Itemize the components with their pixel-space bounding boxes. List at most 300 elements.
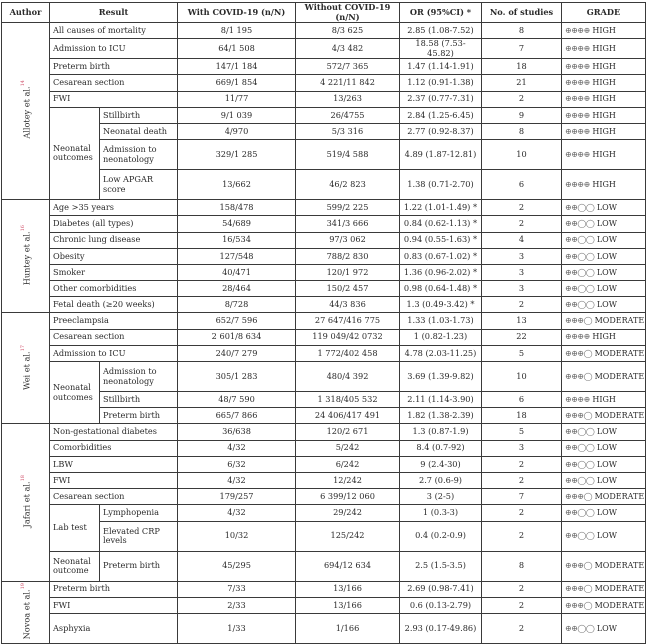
subgroup-label: Neonatal outcomes — [50, 362, 100, 424]
author-cell — [2, 424, 50, 581]
grade-symbols-icon: ⊕⊕◯◯ — [565, 219, 595, 229]
result-label: Chronic lung disease — [50, 232, 178, 248]
or-value: 0.4 (0.2-0.9) — [400, 521, 482, 551]
grade-symbols-icon: ⊕⊕⊕⊕ — [565, 25, 590, 35]
header-without-covid: Without COVID-19 (n/N) — [296, 3, 400, 23]
studies-count: 6 — [482, 170, 562, 200]
without-covid-value: 1 318/405 532 — [296, 392, 400, 408]
table-row — [2, 39, 646, 59]
studies-count: 22 — [482, 329, 562, 345]
result-label: Admission to ICU — [50, 39, 178, 59]
result-label: Smoker — [50, 264, 178, 280]
grade-label: LOW — [596, 202, 617, 212]
or-value: 1.47 (1.14-1.91) — [400, 59, 482, 75]
header-studies: No. of studies — [482, 3, 562, 23]
result-label: LBW — [50, 456, 178, 472]
with-covid-value: 2 601/8 634 — [178, 329, 296, 345]
table-row — [2, 248, 646, 264]
without-covid-value: 120/2 671 — [296, 424, 400, 440]
without-covid-value: 24 406/417 491 — [296, 408, 400, 424]
header-with-covid: With COVID-19 (n/N) — [178, 3, 296, 23]
grade-cell — [562, 521, 646, 551]
grade-cell — [562, 264, 646, 280]
without-covid-value: 6/242 — [296, 456, 400, 472]
reference-number: 18 — [19, 474, 26, 482]
without-covid-value: 120/1 972 — [296, 264, 400, 280]
result-label: FWI — [50, 472, 178, 488]
without-covid-value: 13/263 — [296, 91, 400, 107]
without-covid-value: 6 399/12 060 — [296, 489, 400, 505]
grade-cell — [562, 248, 646, 264]
grade-cell — [562, 313, 646, 329]
grade-symbols-icon: ⊕⊕◯◯ — [565, 251, 595, 261]
grade-cell — [562, 345, 646, 361]
without-covid-value: 519/4 588 — [296, 140, 400, 170]
result-label: Fetal death (≥20 weeks) — [50, 297, 178, 313]
without-covid-value: 4 221/11 842 — [296, 75, 400, 91]
table-row — [2, 107, 646, 123]
header-result: Result — [50, 3, 178, 23]
result-label: Stillbirth — [100, 392, 178, 408]
without-covid-value: 26/4755 — [296, 107, 400, 123]
table-row — [2, 91, 646, 107]
or-value: 1 (0.82-1.23) — [400, 329, 482, 345]
with-covid-value: 4/32 — [178, 472, 296, 488]
without-covid-value: 119 049/42 0732 — [296, 329, 400, 345]
studies-count: 5 — [482, 424, 562, 440]
studies-count: 2 — [482, 581, 562, 597]
or-value: 0.98 (0.64-1.48) * — [400, 281, 482, 297]
studies-count: 5 — [482, 345, 562, 361]
author-name: Wei et al. — [21, 351, 32, 390]
studies-count: 2 — [482, 456, 562, 472]
table-row — [2, 329, 646, 345]
grade-symbols-icon: ⊕⊕⊕◯ — [565, 600, 593, 610]
grade-cell — [562, 107, 646, 123]
without-covid-value: 8/3 625 — [296, 23, 400, 39]
studies-count: 2 — [482, 505, 562, 521]
with-covid-value: 6/32 — [178, 456, 296, 472]
table-row — [2, 456, 646, 472]
with-covid-value: 64/1 508 — [178, 39, 296, 59]
with-covid-value: 11/77 — [178, 91, 296, 107]
author-name: Novoa et al. — [21, 589, 32, 640]
with-covid-value: 8/1 195 — [178, 23, 296, 39]
grade-cell — [562, 91, 646, 107]
grade-symbols-icon: ⊕⊕◯◯ — [565, 531, 595, 541]
or-value: 1.33 (1.03-1.73) — [400, 313, 482, 329]
or-value: 1.38 (0.71-2.70) — [400, 170, 482, 200]
with-covid-value: 147/1 184 — [178, 59, 296, 75]
without-covid-value: 4/3 482 — [296, 39, 400, 59]
grade-symbols-icon: ⊕⊕⊕◯ — [565, 561, 593, 571]
result-label: Other comorbidities — [50, 281, 178, 297]
grade-symbols-icon: ⊕⊕◯◯ — [565, 300, 595, 310]
grade-symbols-icon: ⊕⊕⊕⊕ — [565, 126, 590, 136]
or-value: 4.89 (1.87-12.81) — [400, 140, 482, 170]
studies-count: 2 — [482, 521, 562, 551]
without-covid-value: 27 647/416 775 — [296, 313, 400, 329]
grade-symbols-icon: ⊕⊕◯◯ — [565, 508, 595, 518]
result-label: Cesarean section — [50, 329, 178, 345]
without-covid-value: 46/2 823 — [296, 170, 400, 200]
result-label: Preterm birth — [100, 551, 178, 581]
grade-label: LOW — [596, 283, 617, 293]
grade-cell — [562, 123, 646, 139]
with-covid-value: 158/478 — [178, 200, 296, 216]
table-row — [2, 281, 646, 297]
or-value: 1.12 (0.91-1.38) — [400, 75, 482, 91]
table-row — [2, 440, 646, 456]
table-row — [2, 597, 646, 613]
without-covid-value: 1/166 — [296, 613, 400, 643]
grade-symbols-icon: ⊕⊕⊕⊕ — [565, 332, 590, 342]
grade-label: LOW — [596, 251, 617, 261]
studies-count: 2 — [482, 91, 562, 107]
grade-label: MODERATE — [594, 411, 645, 421]
grade-cell — [562, 140, 646, 170]
studies-count: 13 — [482, 313, 562, 329]
studies-count: 4 — [482, 232, 562, 248]
grade-cell — [562, 170, 646, 200]
studies-count: 3 — [482, 264, 562, 280]
result-label: All causes of mortality — [50, 23, 178, 39]
grade-cell — [562, 489, 646, 505]
studies-count: 18 — [482, 408, 562, 424]
grade-label: LOW — [596, 267, 617, 277]
result-label: Admission to ICU — [50, 345, 178, 361]
without-covid-value: 694/12 634 — [296, 551, 400, 581]
table-row — [2, 216, 646, 232]
grade-symbols-icon: ⊕⊕⊕◯ — [565, 411, 593, 421]
grade-label: LOW — [596, 623, 617, 633]
reference-number: 14 — [19, 80, 26, 87]
subgroup-label: Neonatal outcome — [50, 551, 100, 581]
table-row — [2, 75, 646, 91]
grade-label: LOW — [596, 531, 617, 541]
grade-cell — [562, 297, 646, 313]
author-cell — [2, 200, 50, 313]
result-label: Elevated CRP levels — [100, 521, 178, 551]
studies-count: 2 — [482, 472, 562, 488]
without-covid-value: 97/3 062 — [296, 232, 400, 248]
grade-label: HIGH — [592, 94, 616, 104]
grade-cell — [562, 597, 646, 613]
with-covid-value: 13/662 — [178, 170, 296, 200]
grade-label: HIGH — [592, 149, 616, 159]
table-row — [2, 551, 646, 581]
grade-label: HIGH — [592, 179, 616, 189]
without-covid-value: 5/3 316 — [296, 123, 400, 139]
reference-number: 16 — [19, 224, 26, 232]
studies-count: 8 — [482, 23, 562, 39]
table-row — [2, 424, 646, 440]
grade-label: HIGH — [592, 394, 616, 404]
author-cell — [2, 23, 50, 200]
or-value: 2.7 (0.6-9) — [400, 472, 482, 488]
grade-symbols-icon: ⊕⊕◯◯ — [565, 267, 595, 277]
without-covid-value: 12/242 — [296, 472, 400, 488]
or-value: 3 (2-5) — [400, 489, 482, 505]
studies-count: 18 — [482, 59, 562, 75]
without-covid-value: 572/7 365 — [296, 59, 400, 75]
or-value: 1 (0.3-3) — [400, 505, 482, 521]
without-covid-value: 788/2 830 — [296, 248, 400, 264]
result-label: Cesarean section — [50, 75, 178, 91]
with-covid-value: 36/638 — [178, 424, 296, 440]
with-covid-value: 45/295 — [178, 551, 296, 581]
with-covid-value: 665/7 866 — [178, 408, 296, 424]
or-value: 0.6 (0.13-2.79) — [400, 597, 482, 613]
grade-label: MODERATE — [594, 600, 645, 610]
or-value: 1.36 (0.96-2.02) * — [400, 264, 482, 280]
without-covid-value: 150/2 457 — [296, 281, 400, 297]
grade-cell — [562, 39, 646, 59]
grade-label: HIGH — [592, 110, 616, 120]
result-label: FWI — [50, 91, 178, 107]
studies-count: 7 — [482, 39, 562, 59]
with-covid-value: 652/7 596 — [178, 313, 296, 329]
grade-symbols-icon: ⊕⊕◯◯ — [565, 475, 595, 485]
or-value: 2.5 (1.5-3.5) — [400, 551, 482, 581]
or-value: 2.11 (1.14-3.90) — [400, 392, 482, 408]
grade-cell — [562, 392, 646, 408]
with-covid-value: 4/32 — [178, 440, 296, 456]
grade-label: MODERATE — [594, 316, 645, 326]
table-row — [2, 59, 646, 75]
grade-label: LOW — [596, 300, 617, 310]
grade-label: LOW — [596, 427, 617, 437]
or-value: 2.37 (0.77-7.31) — [400, 91, 482, 107]
or-value: 0.94 (0.55-1.63) * — [400, 232, 482, 248]
author-cell — [2, 313, 50, 424]
studies-count: 10 — [482, 140, 562, 170]
grade-cell — [562, 551, 646, 581]
or-value: 4.78 (2.03-11.25) — [400, 345, 482, 361]
with-covid-value: 8/728 — [178, 297, 296, 313]
result-label: Preeclampsia — [50, 313, 178, 329]
grade-label: LOW — [596, 235, 617, 245]
grade-cell — [562, 505, 646, 521]
author-cell — [2, 581, 50, 643]
with-covid-value: 4/32 — [178, 505, 296, 521]
with-covid-value: 1/33 — [178, 613, 296, 643]
grade-symbols-icon: ⊕⊕⊕◯ — [565, 371, 593, 381]
with-covid-value: 48/7 590 — [178, 392, 296, 408]
grade-cell — [562, 362, 646, 392]
grade-cell — [562, 440, 646, 456]
grade-symbols-icon: ⊕⊕⊕⊕ — [565, 149, 590, 159]
with-covid-value: 179/257 — [178, 489, 296, 505]
with-covid-value: 40/471 — [178, 264, 296, 280]
table-row — [2, 581, 646, 597]
result-label: Admission to neonatology — [100, 362, 178, 392]
or-value: 1.3 (0.87-1.9) — [400, 424, 482, 440]
or-value: 2.93 (0.17-49.86) — [400, 613, 482, 643]
studies-count: 10 — [482, 362, 562, 392]
with-covid-value: 54/689 — [178, 216, 296, 232]
studies-count: 2 — [482, 297, 562, 313]
grade-cell — [562, 59, 646, 75]
table-row — [2, 200, 646, 216]
with-covid-value: 240/7 279 — [178, 345, 296, 361]
without-covid-value: 44/3 836 — [296, 297, 400, 313]
grade-symbols-icon: ⊕⊕⊕⊕ — [565, 179, 590, 189]
grade-symbols-icon: ⊕⊕◯◯ — [565, 443, 595, 453]
grade-symbols-icon: ⊕⊕⊕⊕ — [565, 78, 590, 88]
header-row — [2, 3, 646, 23]
studies-count: 2 — [482, 597, 562, 613]
table-row — [2, 232, 646, 248]
with-covid-value: 2/33 — [178, 597, 296, 613]
grade-symbols-icon: ⊕⊕⊕⊕ — [565, 62, 590, 72]
grade-symbols-icon: ⊕⊕⊕⊕ — [565, 394, 590, 404]
header-grade: GRADE — [562, 3, 646, 23]
grade-label: MODERATE — [594, 371, 645, 381]
studies-count: 3 — [482, 281, 562, 297]
grade-label: LOW — [596, 508, 617, 518]
result-label: Asphyxia — [50, 613, 178, 643]
studies-count: 7 — [482, 489, 562, 505]
grade-cell — [562, 23, 646, 39]
studies-count: 6 — [482, 392, 562, 408]
or-value: 2.77 (0.92-8.37) — [400, 123, 482, 139]
or-value: 3.69 (1.39-9.82) — [400, 362, 482, 392]
subgroup-label: Neonatal outcomes — [50, 107, 100, 199]
results-table — [1, 2, 646, 644]
grade-label: MODERATE — [594, 491, 645, 501]
result-label: Obesity — [50, 248, 178, 264]
grade-label: HIGH — [592, 126, 616, 136]
studies-count: 2 — [482, 216, 562, 232]
with-covid-value: 9/1 039 — [178, 107, 296, 123]
result-label: Preterm birth — [50, 59, 178, 75]
table-row — [2, 264, 646, 280]
grade-symbols-icon: ⊕⊕◯◯ — [565, 427, 595, 437]
with-covid-value: 16/534 — [178, 232, 296, 248]
grade-cell — [562, 329, 646, 345]
without-covid-value: 480/4 392 — [296, 362, 400, 392]
grade-symbols-icon: ⊕⊕⊕◯ — [565, 348, 593, 358]
result-label: Low APGAR score — [100, 170, 178, 200]
result-label: Preterm birth — [100, 408, 178, 424]
studies-count: 2 — [482, 613, 562, 643]
table-row — [2, 23, 646, 39]
reference-number: 17 — [19, 344, 26, 352]
without-covid-value: 13/166 — [296, 597, 400, 613]
grade-symbols-icon: ⊕⊕⊕◯ — [565, 491, 593, 501]
grade-symbols-icon: ⊕⊕⊕◯ — [565, 584, 593, 594]
or-value: 8.4 (0.7-92) — [400, 440, 482, 456]
grade-label: HIGH — [592, 43, 616, 53]
grade-label: MODERATE — [594, 584, 645, 594]
without-covid-value: 29/242 — [296, 505, 400, 521]
grade-cell — [562, 200, 646, 216]
with-covid-value: 127/548 — [178, 248, 296, 264]
or-value: 0.83 (0.67-1.02) * — [400, 248, 482, 264]
author-name: Huntey et al. — [21, 231, 32, 286]
result-label: Non-gestational diabetes — [50, 424, 178, 440]
grade-cell — [562, 581, 646, 597]
table-row — [2, 297, 646, 313]
result-label: Preterm birth — [50, 581, 178, 597]
without-covid-value: 125/242 — [296, 521, 400, 551]
grade-symbols-icon: ⊕⊕◯◯ — [565, 235, 595, 245]
result-label: FWI — [50, 597, 178, 613]
result-label: Lymphopenia — [100, 505, 178, 521]
result-label: Cesarean section — [50, 489, 178, 505]
grade-symbols-icon: ⊕⊕◯◯ — [565, 623, 595, 633]
or-value: 2.84 (1.25-6.45) — [400, 107, 482, 123]
table-row — [2, 345, 646, 361]
grade-label: MODERATE — [594, 561, 645, 571]
result-label: Admission to neonatology — [100, 140, 178, 170]
table-row — [2, 489, 646, 505]
grade-cell — [562, 456, 646, 472]
studies-count: 2 — [482, 200, 562, 216]
without-covid-value: 5/242 — [296, 440, 400, 456]
grade-cell — [562, 232, 646, 248]
or-value: 1.22 (1.01-1.49) * — [400, 200, 482, 216]
studies-count: 8 — [482, 551, 562, 581]
or-value: 1.82 (1.38-2.39) — [400, 408, 482, 424]
without-covid-value: 13/166 — [296, 581, 400, 597]
grade-cell — [562, 281, 646, 297]
studies-count: 21 — [482, 75, 562, 91]
grade-cell — [562, 424, 646, 440]
grade-cell — [562, 408, 646, 424]
with-covid-value: 669/1 854 — [178, 75, 296, 91]
studies-count: 8 — [482, 123, 562, 139]
subgroup-label: Lab test — [50, 505, 100, 551]
with-covid-value: 7/33 — [178, 581, 296, 597]
grade-symbols-icon: ⊕⊕⊕⊕ — [565, 43, 590, 53]
grade-label: HIGH — [592, 332, 616, 342]
table-row — [2, 362, 646, 392]
without-covid-value: 599/2 225 — [296, 200, 400, 216]
author-name: Jafari et al. — [21, 481, 32, 528]
header-or: OR (95%CI) * — [400, 3, 482, 23]
with-covid-value: 10/32 — [178, 521, 296, 551]
grade-cell — [562, 75, 646, 91]
or-value: 0.84 (0.62-1.13) * — [400, 216, 482, 232]
result-label: Comorbidities — [50, 440, 178, 456]
grade-cell — [562, 216, 646, 232]
or-value: 2.85 (1.08-7.52) — [400, 23, 482, 39]
grade-symbols-icon: ⊕⊕⊕◯ — [565, 316, 593, 326]
grade-label: HIGH — [592, 78, 616, 88]
with-covid-value: 305/1 283 — [178, 362, 296, 392]
header-author: Author — [2, 3, 50, 23]
with-covid-value: 28/464 — [178, 281, 296, 297]
studies-count: 3 — [482, 248, 562, 264]
result-label: Neonatal death — [100, 123, 178, 139]
grade-symbols-icon: ⊕⊕◯◯ — [565, 459, 595, 469]
table-row — [2, 313, 646, 329]
table-row — [2, 505, 646, 521]
studies-count: 3 — [482, 440, 562, 456]
table-row — [2, 472, 646, 488]
with-covid-value: 4/970 — [178, 123, 296, 139]
grade-symbols-icon: ⊕⊕⊕⊕ — [565, 110, 590, 120]
grade-symbols-icon: ⊕⊕◯◯ — [565, 202, 595, 212]
grade-cell — [562, 472, 646, 488]
grade-label: MODERATE — [594, 348, 645, 358]
with-covid-value: 329/1 285 — [178, 140, 296, 170]
or-value: 1.3 (0.49-3.42) * — [400, 297, 482, 313]
without-covid-value: 341/3 666 — [296, 216, 400, 232]
studies-count: 9 — [482, 107, 562, 123]
